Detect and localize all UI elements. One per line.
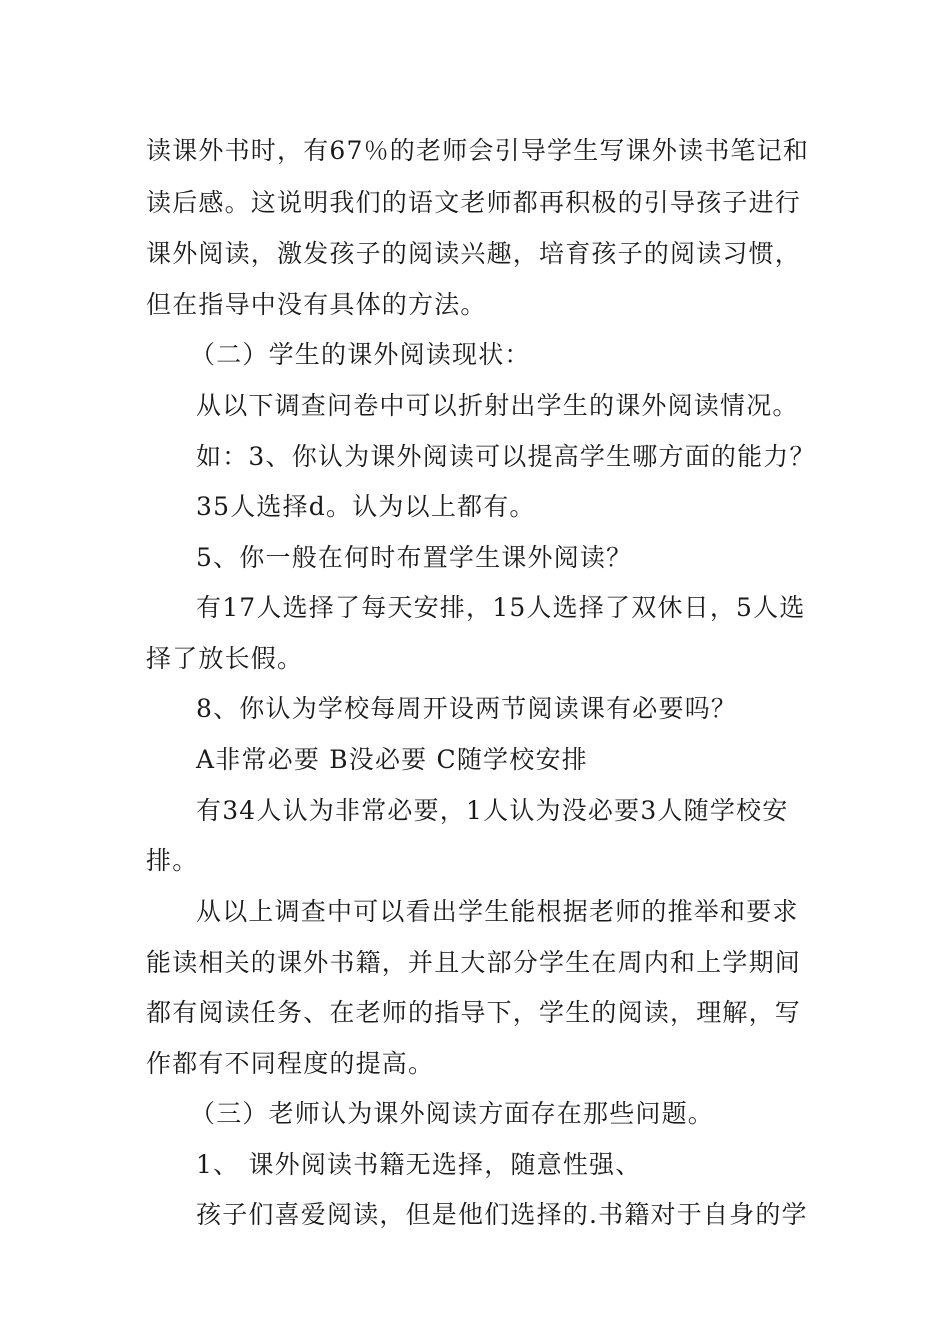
paragraph-line-17: 能读相关的课外书籍，并且大部分学生在周内和上学期间 (146, 948, 802, 977)
section-heading-2: （二）学生的课外阅读现状： (190, 340, 531, 369)
section-heading-3: （三）老师认为课外阅读方面存在那些问题。 (190, 1099, 715, 1128)
paragraph-line-22: 孩子们喜爱阅读，但是他们选择的.书籍对于自身的学 (196, 1200, 808, 1229)
paragraph-line-6: 从以下调查问卷中可以折射出学生的课外阅读情况。 (196, 391, 799, 420)
paragraph-line-16: 从以上调查中可以看出学生能根据老师的推举和要求 (196, 897, 799, 926)
survey-answer-5: 有17人选择了每天安排，15人选择了双休日，5人选 (196, 593, 806, 622)
paragraph-line-3: 课外阅读，激发孩子的阅读兴趣，培育孩子的阅读习惯， (146, 239, 802, 268)
survey-answer-8-cont: 排。 (146, 846, 199, 875)
survey-question-8: 8、你认为学校每周开设两节阅读课有必要吗？ (196, 694, 738, 723)
survey-answer-3: 35人选择d。认为以上都有。 (196, 492, 536, 521)
survey-options-8: A非常必要 B没必要 C随学校安排 (196, 745, 588, 774)
problem-item-1: 1、 课外阅读书籍无选择，随意性强、 (196, 1150, 642, 1179)
paragraph-line-18: 都有阅读任务、在老师的指导下，学生的阅读，理解，写 (146, 998, 802, 1027)
survey-question-3: 如：3、你认为课外阅读可以提高学生哪方面的能力？ (196, 442, 816, 471)
survey-question-5: 5、你一般在何时布置学生课外阅读？ (196, 543, 633, 572)
paragraph-line-2: 读后感。这说明我们的语文老师都再积极的引导孩子进行 (146, 188, 802, 217)
paragraph-line-4: 但在指导中没有具体的方法。 (146, 290, 487, 319)
survey-answer-8: 有34人认为非常必要，1人认为没必要3人随学校安 (196, 796, 789, 825)
paragraph-line-1: 读课外书时，有67％的老师会引导学生写课外读书笔记和 (146, 136, 810, 165)
paragraph-line-19: 作都有不同程度的提高。 (146, 1049, 435, 1078)
survey-answer-5-cont: 择了放长假。 (146, 644, 304, 673)
